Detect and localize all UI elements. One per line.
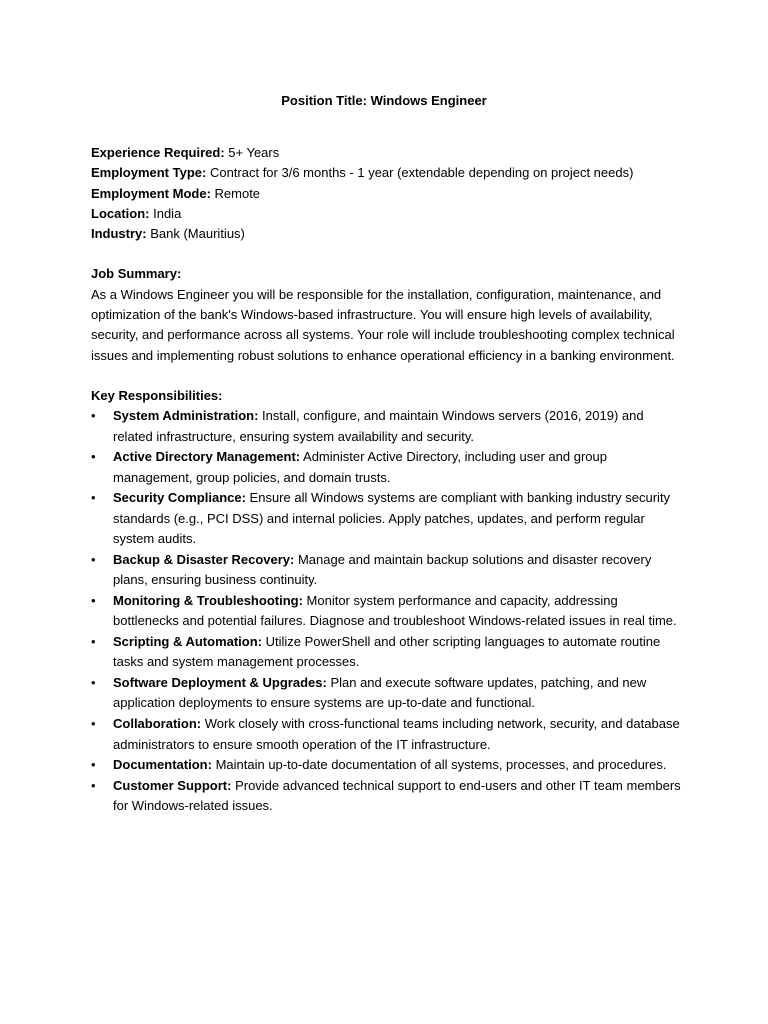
bullet-icon: • (91, 778, 96, 794)
item-label: Collaboration: (113, 716, 202, 732)
field-label: Industry: (91, 226, 147, 242)
summary-heading: Job Summary: (91, 266, 182, 282)
list-item (91, 447, 681, 488)
responsibilities-list (91, 406, 681, 816)
field-label: Experience Required: (91, 145, 225, 160)
list-item (91, 488, 681, 549)
summary-text: As a Windows Engineer you will be responsible for the installation, configuration, maintenance, and optimization of the bank's Windows-based infrastructure. You will ensure high levels of availability, security, and performance across all systems. Your role will include troubleshooting complex technical issues and implementing robust solutions to enhance operational efficiency in a banking environment. (91, 286, 675, 363)
list-item (91, 591, 681, 632)
field-label: Location: (91, 205, 150, 221)
field-industry (91, 224, 681, 244)
document-body (91, 143, 681, 817)
spacer (91, 366, 681, 386)
field-employment-type (91, 163, 681, 183)
item-label: System Administration: (113, 408, 259, 424)
item-label: Active Directory Management: (113, 449, 301, 465)
item-text: Utilize PowerShell and other scripting languages to automate routine tasks and system management processes. (113, 634, 661, 670)
list-item (91, 550, 681, 591)
responsibilities-heading: Key Responsibilities: (91, 387, 223, 403)
list-item (91, 673, 681, 714)
item-text: Monitor system performance and capacity, addressing bottlenecks and potential failures. Diagnose and troubleshoot Windows-related issues in real time. (113, 592, 677, 629)
bullet-icon: • (91, 551, 96, 567)
job-details (91, 143, 681, 244)
list-item (91, 755, 681, 775)
item-label: Security Compliance: (113, 490, 246, 506)
bullet-icon: • (91, 634, 96, 650)
item-label: Scripting & Automation: (113, 634, 263, 650)
list-item (91, 776, 681, 817)
item-label: Documentation: (113, 757, 212, 773)
field-value: Bank (Mauritius) (146, 226, 245, 242)
item-text: Manage and maintain backup solutions and disaster recovery plans, ensuring business continuity. (113, 551, 652, 588)
item-label: Software Deployment & Upgrades: (113, 675, 327, 691)
field-employment-mode (91, 184, 681, 204)
field-value: India (149, 205, 182, 221)
field-value: 5+ Years (224, 145, 280, 160)
item-text: Install, configure, and maintain Windows servers (2016, 2019) and related infrastructure, ensuring system availability and security. (113, 408, 644, 444)
field-location (91, 204, 681, 224)
item-text: Work closely with cross-functional teams including network, security, and database administrators to ensure smooth operation of the IT infrastructure. (113, 716, 680, 752)
list-item (91, 714, 681, 755)
bullet-icon: • (91, 408, 96, 424)
item-text: Ensure all Windows systems are compliant with banking industry security standards (e.g., PCI DSS) and internal policies. Apply patches, updates, and perform regular system audits. (113, 490, 671, 547)
spacer (91, 244, 681, 264)
field-experience (91, 143, 681, 163)
item-label: Backup & Disaster Recovery: (113, 551, 295, 567)
item-text: Maintain up-to-date documentation of all systems, processes, and procedures. (211, 757, 667, 773)
list-item (91, 632, 681, 673)
bullet-icon: • (91, 592, 96, 608)
field-value: Contract for 3/6 months - 1 year (extendable depending on project needs) (206, 165, 634, 181)
item-label: Monitoring & Troubleshooting: (113, 592, 303, 608)
item-text: Administer Active Directory, including user and group management, group policies, and domain trusts. (113, 449, 607, 485)
item-text: Plan and execute software updates, patching, and new application deployments to ensure systems are up-to-date and functional. (113, 675, 647, 711)
position-title: Position Title: Windows Engineer (281, 93, 487, 108)
item-text: Provide advanced technical support to end-users and other IT team members for Windows-related issues. (113, 778, 681, 814)
bullet-icon: • (91, 449, 96, 465)
bullet-icon: • (91, 757, 96, 773)
field-value: Remote (210, 185, 261, 201)
item-label: Customer Support: (113, 778, 232, 794)
bullet-icon: • (91, 716, 96, 732)
list-item (91, 406, 681, 447)
field-label: Employment Mode: (91, 185, 211, 201)
bullet-icon: • (91, 490, 96, 506)
bullet-icon: • (91, 675, 96, 691)
field-label: Employment Type: (91, 165, 207, 181)
